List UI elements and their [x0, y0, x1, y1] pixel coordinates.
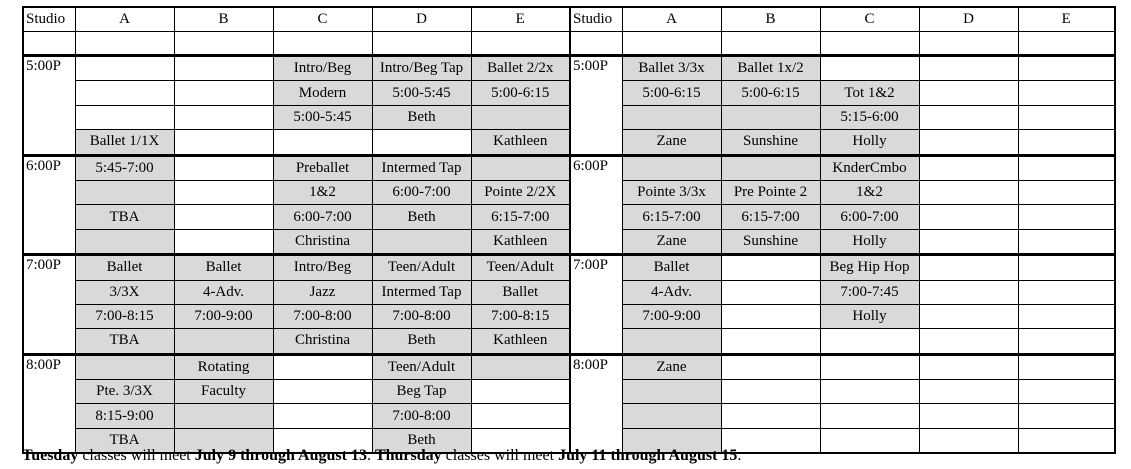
schedule-footer-note [22, 447, 741, 465]
studio-column-header: E [1018, 7, 1115, 32]
footer-date-range: July 9 through August 13 [194, 447, 367, 464]
class-cell: 7:00-9:00 [622, 304, 721, 328]
table-row [23, 56, 1115, 81]
class-cell [1018, 155, 1115, 180]
class-cell: Teen/Adult [372, 354, 471, 379]
class-cell: Intermed Tap [372, 155, 471, 180]
class-cell [820, 404, 919, 428]
class-cell: 6:00-7:00 [820, 205, 919, 229]
footer-text: classes will meet [78, 447, 195, 464]
class-cell [174, 56, 273, 81]
time-slot-label: 5:00P [570, 56, 622, 156]
class-cell [919, 180, 1018, 204]
class-cell [820, 380, 919, 404]
class-cell: Faculty [174, 380, 273, 404]
class-cell [174, 229, 273, 254]
class-cell [721, 354, 820, 379]
schedule-table [22, 6, 1116, 454]
studio-column-header: B [174, 7, 273, 32]
studio-column-header: A [75, 7, 174, 32]
class-cell [75, 229, 174, 254]
class-cell [919, 81, 1018, 105]
studio-column-header: C [273, 7, 372, 32]
footer-date-range: July 11 through August 15 [558, 447, 738, 464]
class-cell: Intro/Beg [273, 255, 372, 280]
footer-text: . [737, 447, 742, 464]
class-cell: Kathleen [471, 130, 570, 155]
table-row [23, 229, 1115, 254]
studio-column-header: D [919, 7, 1018, 32]
class-cell: 6:00-7:00 [372, 180, 471, 204]
class-cell [1018, 229, 1115, 254]
class-cell: Ballet [622, 255, 721, 280]
class-cell: Pointe 2/2X [471, 180, 570, 204]
class-cell: TBA [75, 329, 174, 354]
time-slot-label: 6:00P [570, 155, 622, 255]
class-cell [919, 105, 1018, 129]
class-cell: 7:00-8:00 [372, 304, 471, 328]
class-cell [1018, 130, 1115, 155]
class-cell [1018, 205, 1115, 229]
class-cell [174, 404, 273, 428]
class-cell [622, 329, 721, 354]
class-cell [75, 354, 174, 379]
class-cell [75, 180, 174, 204]
header-row [23, 7, 1115, 32]
class-cell: Holly [820, 229, 919, 254]
class-cell: 5:00-5:45 [372, 81, 471, 105]
class-cell [75, 56, 174, 81]
class-cell [820, 354, 919, 379]
class-cell [919, 280, 1018, 304]
footer-day-tuesday: Tuesday [22, 447, 79, 464]
empty-cell [570, 32, 622, 56]
class-cell [75, 105, 174, 129]
time-slot-label: 8:00P [570, 354, 622, 453]
footer-day-thursday: Thursday [374, 447, 442, 464]
empty-cell [919, 32, 1018, 56]
class-cell [622, 105, 721, 129]
class-cell: Pte. 3/3X [75, 380, 174, 404]
class-cell [721, 329, 820, 354]
class-cell [919, 130, 1018, 155]
class-cell: Beth [372, 428, 471, 453]
table-row [23, 354, 1115, 379]
class-cell: Pre Pointe 2 [721, 180, 820, 204]
class-cell [174, 105, 273, 129]
empty-cell [1018, 32, 1115, 56]
class-cell: 1&2 [820, 180, 919, 204]
class-cell: 5:00-6:15 [471, 81, 570, 105]
class-cell: 5:15-6:00 [820, 105, 919, 129]
class-cell: 1&2 [273, 180, 372, 204]
class-cell: Beth [372, 329, 471, 354]
class-cell [1018, 255, 1115, 280]
class-cell: Sunshine [721, 229, 820, 254]
class-cell: 3/3X [75, 280, 174, 304]
class-cell [174, 180, 273, 204]
class-cell: KnderCmbo [820, 155, 919, 180]
class-cell: Christina [273, 229, 372, 254]
footer-text: . [366, 447, 375, 464]
studio-column-header: D [372, 7, 471, 32]
class-cell [919, 329, 1018, 354]
class-cell: 7:00-7:45 [820, 280, 919, 304]
class-cell: Kathleen [471, 229, 570, 254]
class-cell: Holly [820, 130, 919, 155]
table-row [23, 180, 1115, 204]
class-cell: Teen/Adult [471, 255, 570, 280]
class-cell: 6:15-7:00 [721, 205, 820, 229]
table-row [23, 155, 1115, 180]
class-cell [372, 130, 471, 155]
class-cell [919, 380, 1018, 404]
class-cell: 5:00-6:15 [622, 81, 721, 105]
class-cell: 4-Adv. [174, 280, 273, 304]
class-cell: Ballet [75, 255, 174, 280]
class-cell: Beth [372, 105, 471, 129]
class-cell [919, 56, 1018, 81]
class-cell: Pointe 3/3x [622, 180, 721, 204]
class-cell [372, 229, 471, 254]
class-cell: Holly [820, 304, 919, 328]
class-cell [273, 404, 372, 428]
class-cell: Zane [622, 130, 721, 155]
empty-cell [721, 32, 820, 56]
class-cell [1018, 81, 1115, 105]
table-row [23, 130, 1115, 155]
class-cell [622, 380, 721, 404]
class-cell: Zane [622, 354, 721, 379]
empty-cell [820, 32, 919, 56]
class-cell: 4-Adv. [622, 280, 721, 304]
class-cell [1018, 380, 1115, 404]
class-cell: Ballet [174, 255, 273, 280]
class-cell: 7:00-8:15 [471, 304, 570, 328]
class-cell [174, 155, 273, 180]
class-cell: 8:15-9:00 [75, 404, 174, 428]
class-cell [1018, 105, 1115, 129]
class-cell [919, 304, 1018, 328]
class-cell: Beg Hip Hop [820, 255, 919, 280]
time-slot-label: 7:00P [570, 255, 622, 355]
class-cell: 5:45-7:00 [75, 155, 174, 180]
class-cell [721, 404, 820, 428]
class-cell [1018, 56, 1115, 81]
studio-column-header: B [721, 7, 820, 32]
class-cell [273, 380, 372, 404]
class-cell: Preballet [273, 155, 372, 180]
table-row [23, 380, 1115, 404]
class-cell [75, 81, 174, 105]
table-row [23, 81, 1115, 105]
time-slot-label: 6:00P [23, 155, 75, 255]
time-slot-label: 5:00P [23, 56, 75, 156]
class-cell [919, 404, 1018, 428]
time-slot-label: 7:00P [23, 255, 75, 355]
class-cell [273, 130, 372, 155]
class-cell [471, 155, 570, 180]
class-cell: Christina [273, 329, 372, 354]
empty-cell [75, 32, 174, 56]
class-cell [471, 105, 570, 129]
class-cell [721, 105, 820, 129]
class-cell: Intro/Beg Tap [372, 56, 471, 81]
studio-header: Studio [23, 7, 75, 32]
class-cell [919, 205, 1018, 229]
class-cell: Beg Tap [372, 380, 471, 404]
class-cell [471, 380, 570, 404]
class-cell [919, 155, 1018, 180]
class-cell [471, 404, 570, 428]
table-row [23, 404, 1115, 428]
class-cell [721, 280, 820, 304]
class-cell: Ballet 3/3x [622, 56, 721, 81]
studio-column-header: A [622, 7, 721, 32]
class-cell: Tot 1&2 [820, 81, 919, 105]
class-cell: 7:00-8:15 [75, 304, 174, 328]
class-cell [1018, 354, 1115, 379]
empty-cell [622, 32, 721, 56]
class-cell: 6:15-7:00 [622, 205, 721, 229]
class-cell: Teen/Adult [372, 255, 471, 280]
class-cell [174, 81, 273, 105]
class-cell: TBA [75, 428, 174, 453]
class-cell [174, 130, 273, 155]
class-cell [820, 329, 919, 354]
class-cell: Beth [372, 205, 471, 229]
class-cell: Jazz [273, 280, 372, 304]
class-cell: Ballet 1x/2 [721, 56, 820, 81]
class-cell [1018, 304, 1115, 328]
class-cell: Modern [273, 81, 372, 105]
class-cell [1018, 404, 1115, 428]
empty-cell [471, 32, 570, 56]
class-cell [622, 404, 721, 428]
empty-cell [23, 32, 75, 56]
class-cell: Sunshine [721, 130, 820, 155]
class-cell [919, 255, 1018, 280]
blank-row [23, 32, 1115, 56]
table-row [23, 280, 1115, 304]
class-cell [820, 428, 919, 453]
class-cell: TBA [75, 205, 174, 229]
class-cell: 5:00-5:45 [273, 105, 372, 129]
studio-column-header: E [471, 7, 570, 32]
class-cell [273, 354, 372, 379]
class-cell [174, 205, 273, 229]
class-cell: 6:00-7:00 [273, 205, 372, 229]
class-cell: 7:00-8:00 [273, 304, 372, 328]
class-cell: Ballet 2/2x [471, 56, 570, 81]
class-cell [721, 255, 820, 280]
class-cell [919, 229, 1018, 254]
class-cell: Rotating [174, 354, 273, 379]
empty-cell [372, 32, 471, 56]
class-cell [919, 428, 1018, 453]
class-cell: 7:00-9:00 [174, 304, 273, 328]
table-row [23, 304, 1115, 328]
empty-cell [174, 32, 273, 56]
class-cell [721, 155, 820, 180]
table-row [23, 329, 1115, 354]
footer-text: classes will meet [441, 447, 559, 464]
table-row [23, 255, 1115, 280]
class-cell: 6:15-7:00 [471, 205, 570, 229]
class-cell: Intro/Beg [273, 56, 372, 81]
table-row [23, 105, 1115, 129]
class-cell: Intermed Tap [372, 280, 471, 304]
class-cell [622, 155, 721, 180]
class-cell [1018, 180, 1115, 204]
table-row [23, 205, 1115, 229]
class-cell: Ballet [471, 280, 570, 304]
class-cell: Ballet 1/1X [75, 130, 174, 155]
class-cell [174, 329, 273, 354]
class-cell: 7:00-8:00 [372, 404, 471, 428]
class-cell [721, 304, 820, 328]
class-cell: 5:00-6:15 [721, 81, 820, 105]
class-cell [721, 380, 820, 404]
class-cell: Zane [622, 229, 721, 254]
class-cell [471, 354, 570, 379]
class-cell [1018, 329, 1115, 354]
class-cell [1018, 428, 1115, 453]
class-cell [820, 56, 919, 81]
class-cell: Kathleen [471, 329, 570, 354]
time-slot-label: 8:00P [23, 354, 75, 453]
class-cell [1018, 280, 1115, 304]
studio-column-header: C [820, 7, 919, 32]
studio-header: Studio [570, 7, 622, 32]
class-cell [919, 354, 1018, 379]
empty-cell [273, 32, 372, 56]
